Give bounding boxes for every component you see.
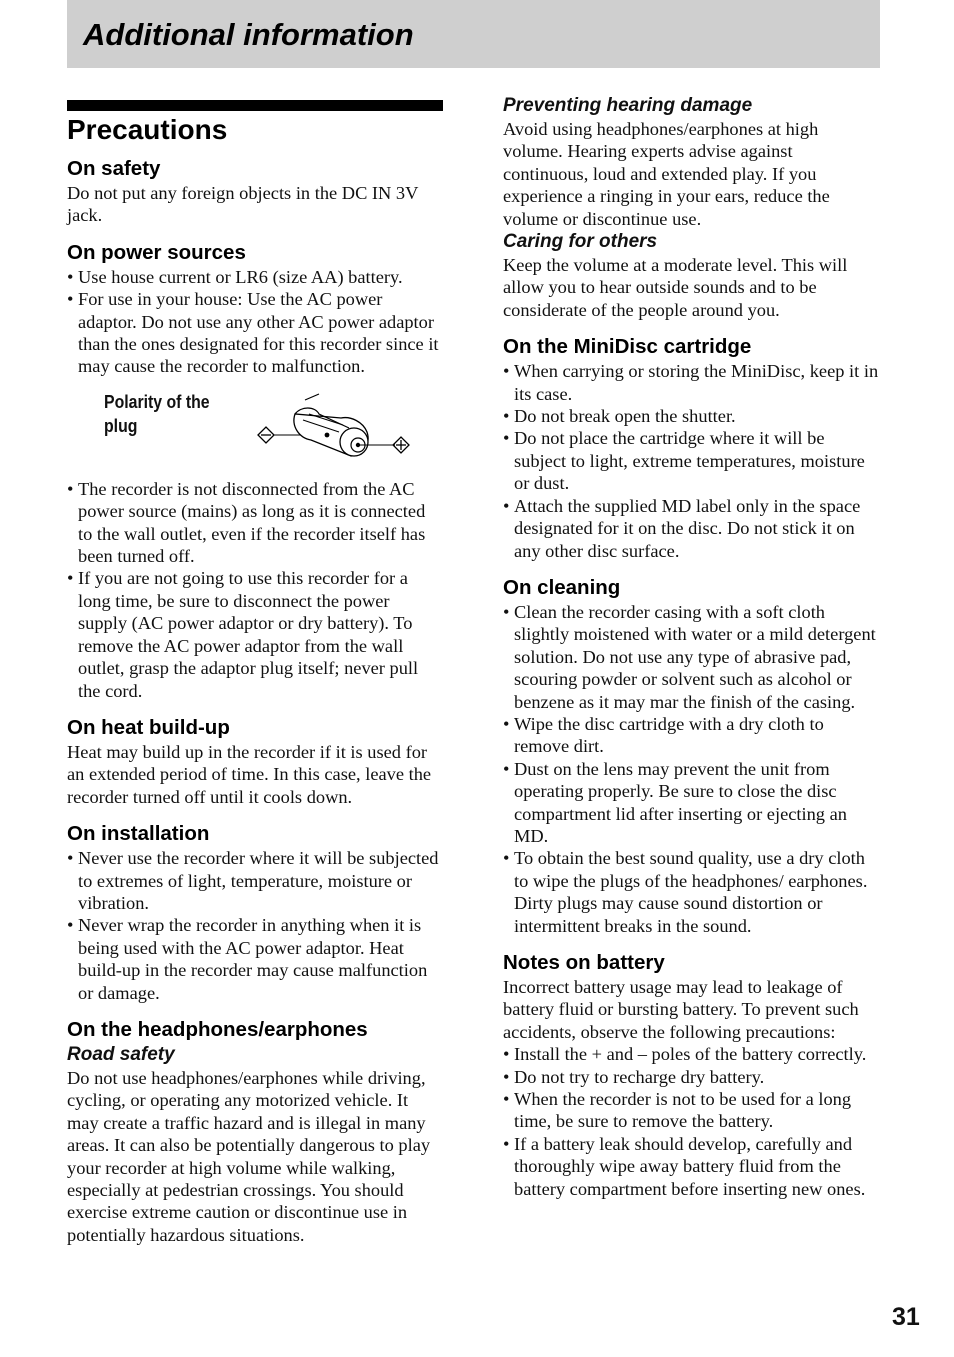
installation-list [67, 847, 443, 1004]
cleaning-list [503, 601, 879, 937]
section-hearing [503, 94, 879, 230]
left-column [67, 100, 443, 1246]
list-item: • Install the + and – poles of the battery correctly. [503, 1043, 879, 1065]
list-item: • Never use the recorder where it will be subjected to extremes of light, temperature, moisture or vibration. [67, 847, 443, 914]
text-battery: Incorrect battery usage may lead to leakage of battery fluid or bursting battery. To prevent such accidents, observe the following precautions: [503, 977, 859, 1042]
plug-polarity-icon [253, 392, 423, 462]
section-title: Additional information [83, 17, 414, 52]
heading-safety: On safety [67, 157, 161, 180]
list-item: • Do not place the cartridge where it will be subject to light, extreme temperatures, moisture or dust. [503, 427, 879, 494]
heading-installation: On installation [67, 822, 210, 846]
list-item: • When the recorder is not to be used for a long time, be sure to remove the battery. [503, 1088, 879, 1133]
page-title: Precautions [67, 114, 228, 145]
section-installation [67, 821, 443, 1004]
power-list-continued [67, 478, 443, 702]
heading-minidisc: On the MiniDisc cartridge [503, 335, 752, 359]
heading-caring-others: Caring for others [503, 231, 658, 253]
section-minidisc [503, 334, 879, 562]
list-item: • Use house current or LR6 (size AA) battery. [67, 266, 443, 288]
section-power [67, 240, 443, 702]
battery-list [503, 1043, 879, 1200]
section-cleaning [503, 575, 879, 937]
section-safety [67, 156, 443, 227]
power-list [67, 266, 443, 378]
heading-power: On power sources [67, 240, 246, 264]
list-item: • If you are not going to use this recorder for a long time, be sure to disconnect the power supply (AC power adaptor or dry battery). To remove the AC power adaptor from the wall outlet, grasp the adaptor plug itself; never pull the cord. [67, 567, 443, 701]
heading-heat: On heat build-up [67, 715, 230, 739]
text-caring-others: Keep the volume at a moderate level. This will allow you to hear outside sounds and to be considerate of the people around you. [503, 255, 848, 320]
list-item: • Do not try to recharge dry battery. [503, 1066, 879, 1088]
list-item: • Attach the supplied MD label only in the space designated for it on the disc. Do not stick it on any other disc surface. [503, 495, 879, 562]
heading-road-safety: Road safety [67, 1043, 175, 1065]
list-item: • If a battery leak should develop, carefully and thoroughly wipe away battery fluid from the battery compartment before inserting new ones. [503, 1133, 879, 1200]
list-item: • Dust on the lens may prevent the unit from operating properly. Be sure to close the disc compartment lid after inserting or ejecting an MD. [503, 758, 879, 848]
text-hearing: Avoid using headphones/earphones at high volume. Hearing experts advise against continuous, loud and extended play. If you experience a ringing in your ears, reduce the volume or discontinue use. [503, 119, 830, 229]
text-safety: Do not put any foreign objects in the DC IN 3V jack. [67, 183, 419, 226]
minidisc-list [503, 360, 879, 562]
title-rule [67, 100, 443, 111]
right-column [503, 94, 879, 1200]
heading-battery: Notes on battery [503, 951, 665, 974]
list-item: • Clean the recorder casing with a soft cloth slightly moistened with water or a mild detergent solution. Do not use any type of abrasive pad, scouring powder or solvent such as alcohol or benzene as it may mar the finish of the casing. [503, 601, 879, 713]
list-item: • For use in your house: Use the AC power adaptor. Do not use any other AC power adaptor than the ones designated for this recorder since it may cause the recorder to malfunction. [67, 288, 443, 378]
section-banner [67, 0, 880, 68]
heading-headphones: On the headphones/earphones [67, 1017, 368, 1041]
list-item: • Do not break open the shutter. [503, 405, 879, 427]
list-item: • When carrying or storing the MiniDisc, keep it in its case. [503, 360, 879, 405]
section-caring-others [503, 230, 879, 321]
figure-label: Polarity of the plug [104, 391, 210, 436]
plug-polarity-figure [67, 378, 443, 478]
heading-hearing: Preventing hearing damage [503, 95, 753, 116]
text-road-safety: Do not use headphones/earphones while driving, cycling, or operating any motorized vehicle. It may create a traffic hazard and is illegal in many areas. It can also be potentially dangerous to play your recorder at high volume while walking, especially at pedestrian crossings. You should exercise extreme caution or discontinue use in potentially hazardous situations. [67, 1067, 431, 1245]
text-heat: Heat may build up in the recorder if it is used for an extended period of time. In this case, leave the recorder turned off until it cools down. [67, 741, 432, 807]
section-headphones [67, 1017, 443, 1246]
page-number: 31 [892, 1303, 920, 1331]
list-item: • To obtain the best sound quality, use a dry cloth to wipe the plugs of the headphones/ earphones. Dirty plugs may cause sound distortion or intermittent breaks in the sound. [503, 847, 879, 937]
section-battery [503, 950, 879, 1200]
list-item: • Wipe the disc cartridge with a dry cloth to remove dirt. [503, 713, 879, 758]
list-item: • The recorder is not disconnected from the AC power source (mains) as long as it is connected to the wall outlet, even if the recorder itself has been turned off. [67, 478, 443, 568]
heading-cleaning: On cleaning [503, 575, 621, 599]
section-heat [67, 715, 443, 808]
list-item: • Never wrap the recorder in anything when it is being used with the AC power adaptor. Heat build-up in the recorder may cause malfunction or damage. [67, 914, 443, 1004]
